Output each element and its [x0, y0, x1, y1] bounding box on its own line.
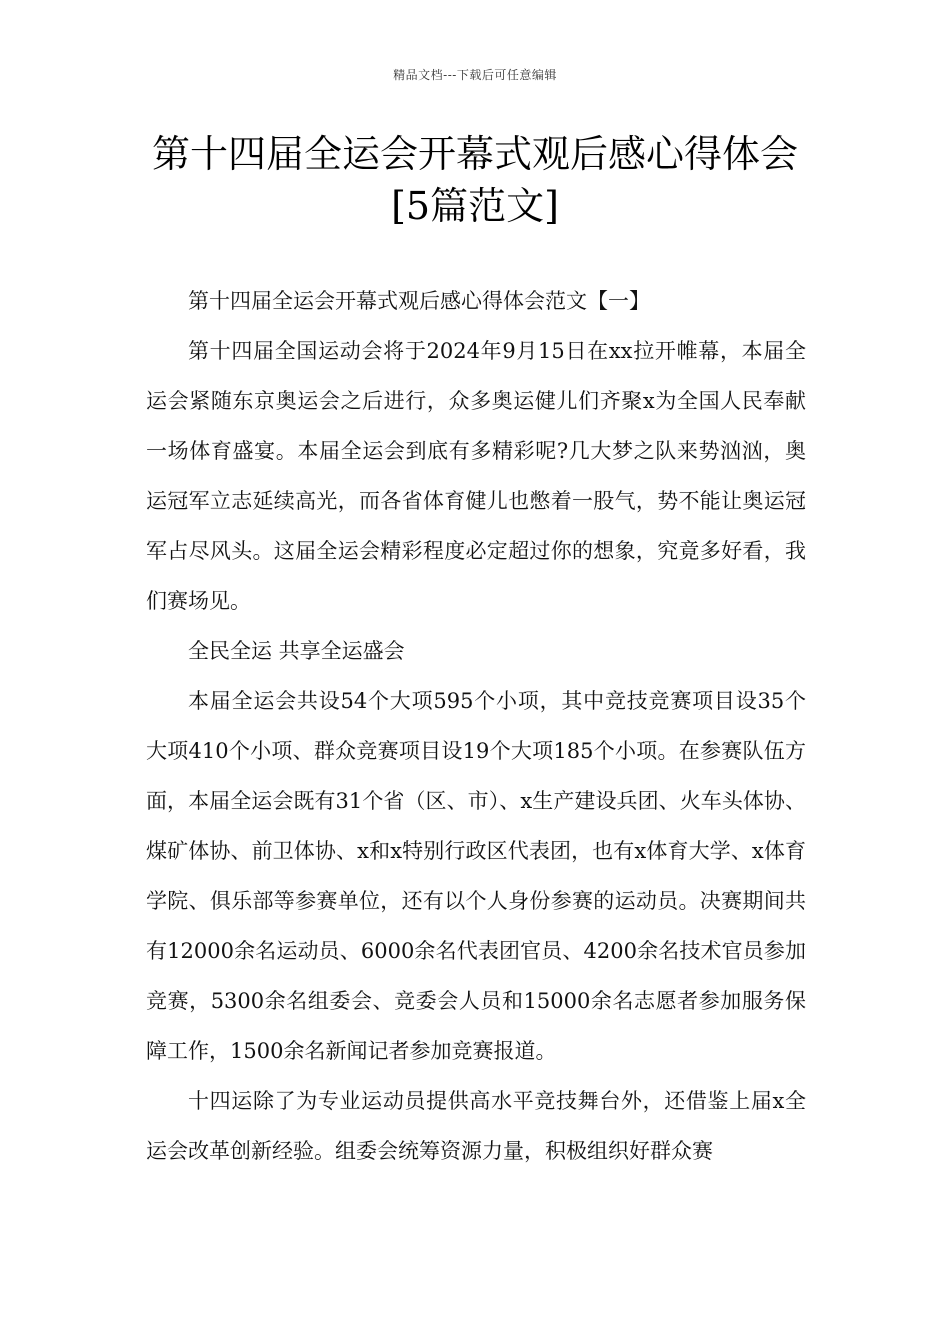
paragraph-2: 本届全运会共设54个大项595个小项，其中竞技竞赛项目设35个大项410个小项、群众竞赛项目设19个大项185个小项。在参赛队伍方面，本届全运会既有31个省（区、市）、x生产建设兵团、火车头体协、煤矿体协、前卫体协、x和x特别行政区代表团，也有x体育大学、x体育学院、俱乐部等参赛单位，还有以个人身份参赛的运动员。决赛期间共有12000余名运动员、6000余名代表团官员、4200余名技术官员参加竞赛，5300余名组委会、竞委会人员和15000余名志愿者参加服务保障工作，1500余名新闻记者参加竞赛报道。 [146, 689, 806, 1063]
page-header-note: 精品文档---下载后可任意编辑 [393, 68, 557, 82]
document-title [100, 128, 850, 232]
section-subheading: 全民全运 共享全运盛会 [188, 639, 405, 663]
document-body [146, 276, 806, 1176]
title-line-1: 第十四届全运会开幕式观后感心得体会 [151, 132, 798, 176]
paragraph-3: 十四运除了为专业运动员提供高水平竞技舞台外，还借鉴上届x全运会改革创新经验。组委会统筹资源力量，积极组织好群众赛 [146, 1089, 806, 1163]
paragraph-1: 第十四届全国运动会将于2024年9月15日在xx拉开帷幕，本届全运会紧随东京奥运会之后进行，众多奥运健儿们齐聚x为全国人民奉献一场体育盛宴。本届全运会到底有多精彩呢?几大梦之队来势汹汹，奥运冠军立志延续高光，而各省体育健儿也憋着一股气，势不能让奥运冠军占尽风头。这届全运会精彩程度必定超过你的想象，究竟多好看，我们赛场见。 [146, 339, 806, 613]
essay-heading: 第十四届全运会开幕式观后感心得体会范文【一】 [188, 289, 650, 313]
title-line-2: [5篇范文] [391, 184, 559, 228]
